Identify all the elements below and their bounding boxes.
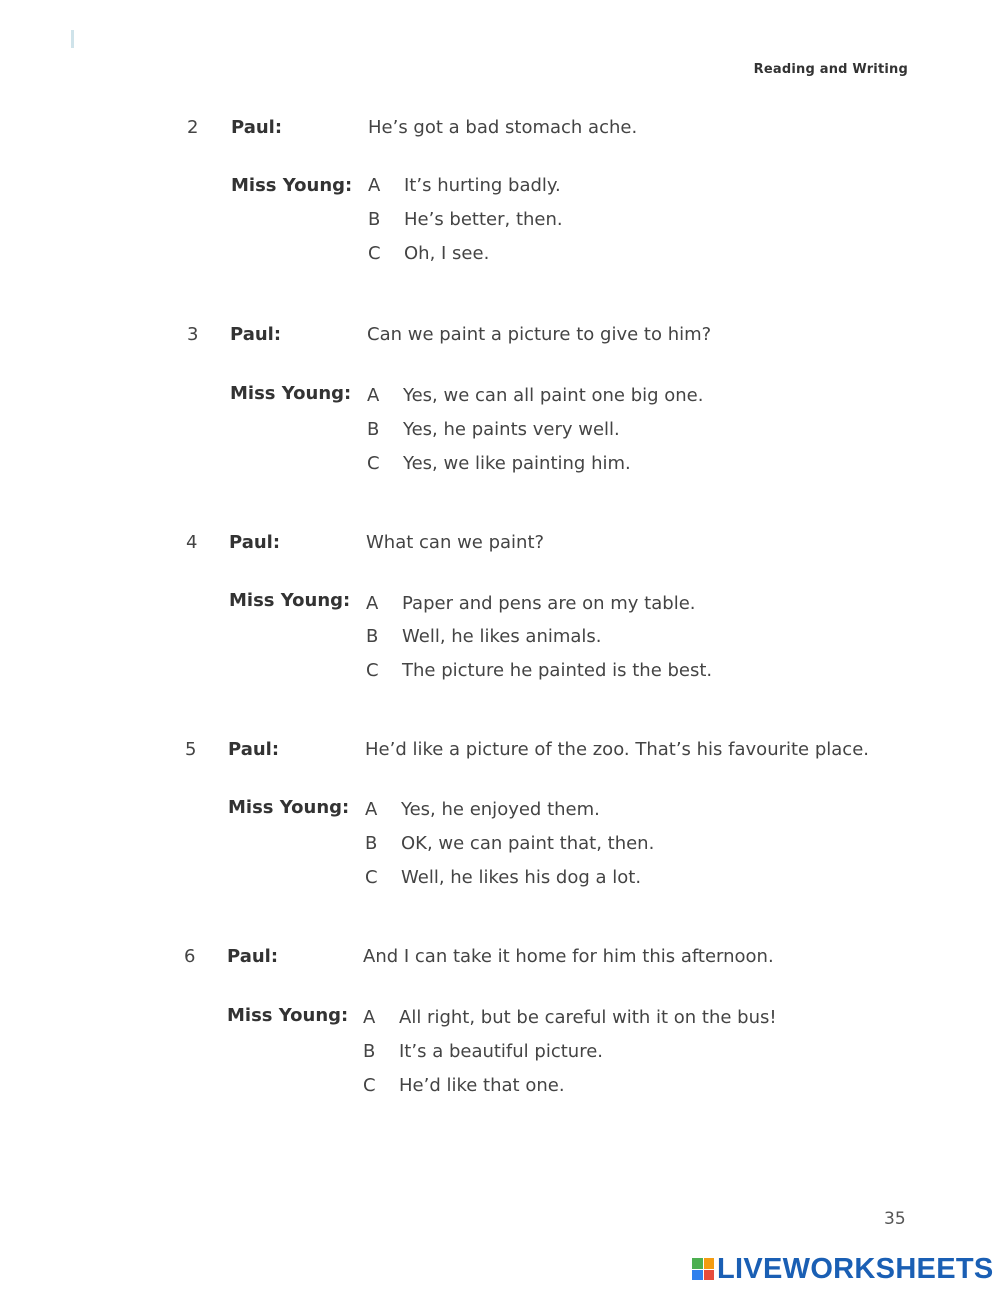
liveworksheets-logo-icon	[692, 1258, 714, 1280]
paul-line: And I can take it home for him this afternoon.	[363, 946, 774, 967]
option-letter: A	[365, 799, 378, 820]
paul-line: Can we paint a picture to give to him?	[367, 324, 712, 345]
option-letter: C	[365, 867, 378, 888]
brand-name: LIVEWORKSHEETS	[717, 1252, 994, 1285]
option-text: He’d like that one.	[399, 1075, 565, 1096]
section-title: Reading and Writing	[753, 62, 908, 77]
option-text: Yes, he paints very well.	[403, 419, 620, 440]
question-number: 6	[184, 946, 196, 967]
speaker-miss-young: Miss Young:	[227, 1005, 349, 1026]
speaker-paul: Paul:	[227, 946, 279, 967]
question-number: 4	[186, 532, 198, 553]
question-number: 5	[185, 739, 197, 760]
speaker-paul: Paul:	[231, 117, 283, 138]
option-text: Yes, we like painting him.	[403, 453, 631, 474]
option-text: Paper and pens are on my table.	[402, 593, 696, 614]
option-letter: C	[368, 243, 381, 264]
logo-square-red	[704, 1270, 715, 1281]
option-text: All right, but be careful with it on the bus!	[399, 1007, 777, 1028]
speaker-miss-young: Miss Young:	[231, 175, 353, 196]
speaker-miss-young: Miss Young:	[228, 797, 350, 818]
option-letter: B	[367, 419, 380, 440]
option-text: It’s a beautiful picture.	[399, 1041, 603, 1062]
option-letter: B	[365, 833, 378, 854]
option-text: The picture he painted is the best.	[402, 660, 713, 681]
option-letter: A	[367, 385, 380, 406]
speaker-miss-young: Miss Young:	[229, 590, 351, 611]
option-text: OK, we can paint that, then.	[401, 833, 655, 854]
question-number: 2	[187, 117, 199, 138]
speaker-miss-young: Miss Young:	[230, 383, 352, 404]
option-letter: C	[367, 453, 380, 474]
option-text: Well, he likes his dog a lot.	[401, 867, 642, 888]
option-text: Yes, he enjoyed them.	[401, 799, 600, 820]
paul-line: He’s got a bad stomach ache.	[368, 117, 638, 138]
option-text: He’s better, then.	[404, 209, 563, 230]
option-text: Well, he likes animals.	[402, 626, 602, 647]
option-text: It’s hurting badly.	[404, 175, 561, 196]
option-letter: A	[363, 1007, 376, 1028]
option-letter: A	[366, 593, 379, 614]
option-letter: B	[366, 626, 379, 647]
question-number: 3	[187, 324, 199, 345]
paul-line: What can we paint?	[366, 532, 545, 553]
speaker-paul: Paul:	[228, 739, 280, 760]
scan-edge-mark	[71, 30, 74, 48]
option-letter: C	[363, 1075, 376, 1096]
option-text: Yes, we can all paint one big one.	[403, 385, 704, 406]
option-letter: B	[368, 209, 381, 230]
logo-square-orange	[704, 1258, 715, 1269]
option-letter: C	[366, 660, 379, 681]
paul-line: He’d like a picture of the zoo. That’s his favourite place.	[365, 739, 869, 760]
logo-square-green	[692, 1258, 703, 1269]
page-number: 35	[884, 1209, 906, 1229]
option-letter: B	[363, 1041, 376, 1062]
speaker-paul: Paul:	[229, 532, 281, 553]
option-letter: A	[368, 175, 381, 196]
option-text: Oh, I see.	[404, 243, 490, 264]
liveworksheets-brand[interactable]	[692, 1252, 994, 1286]
speaker-paul: Paul:	[230, 324, 282, 345]
logo-square-blue	[692, 1270, 703, 1281]
